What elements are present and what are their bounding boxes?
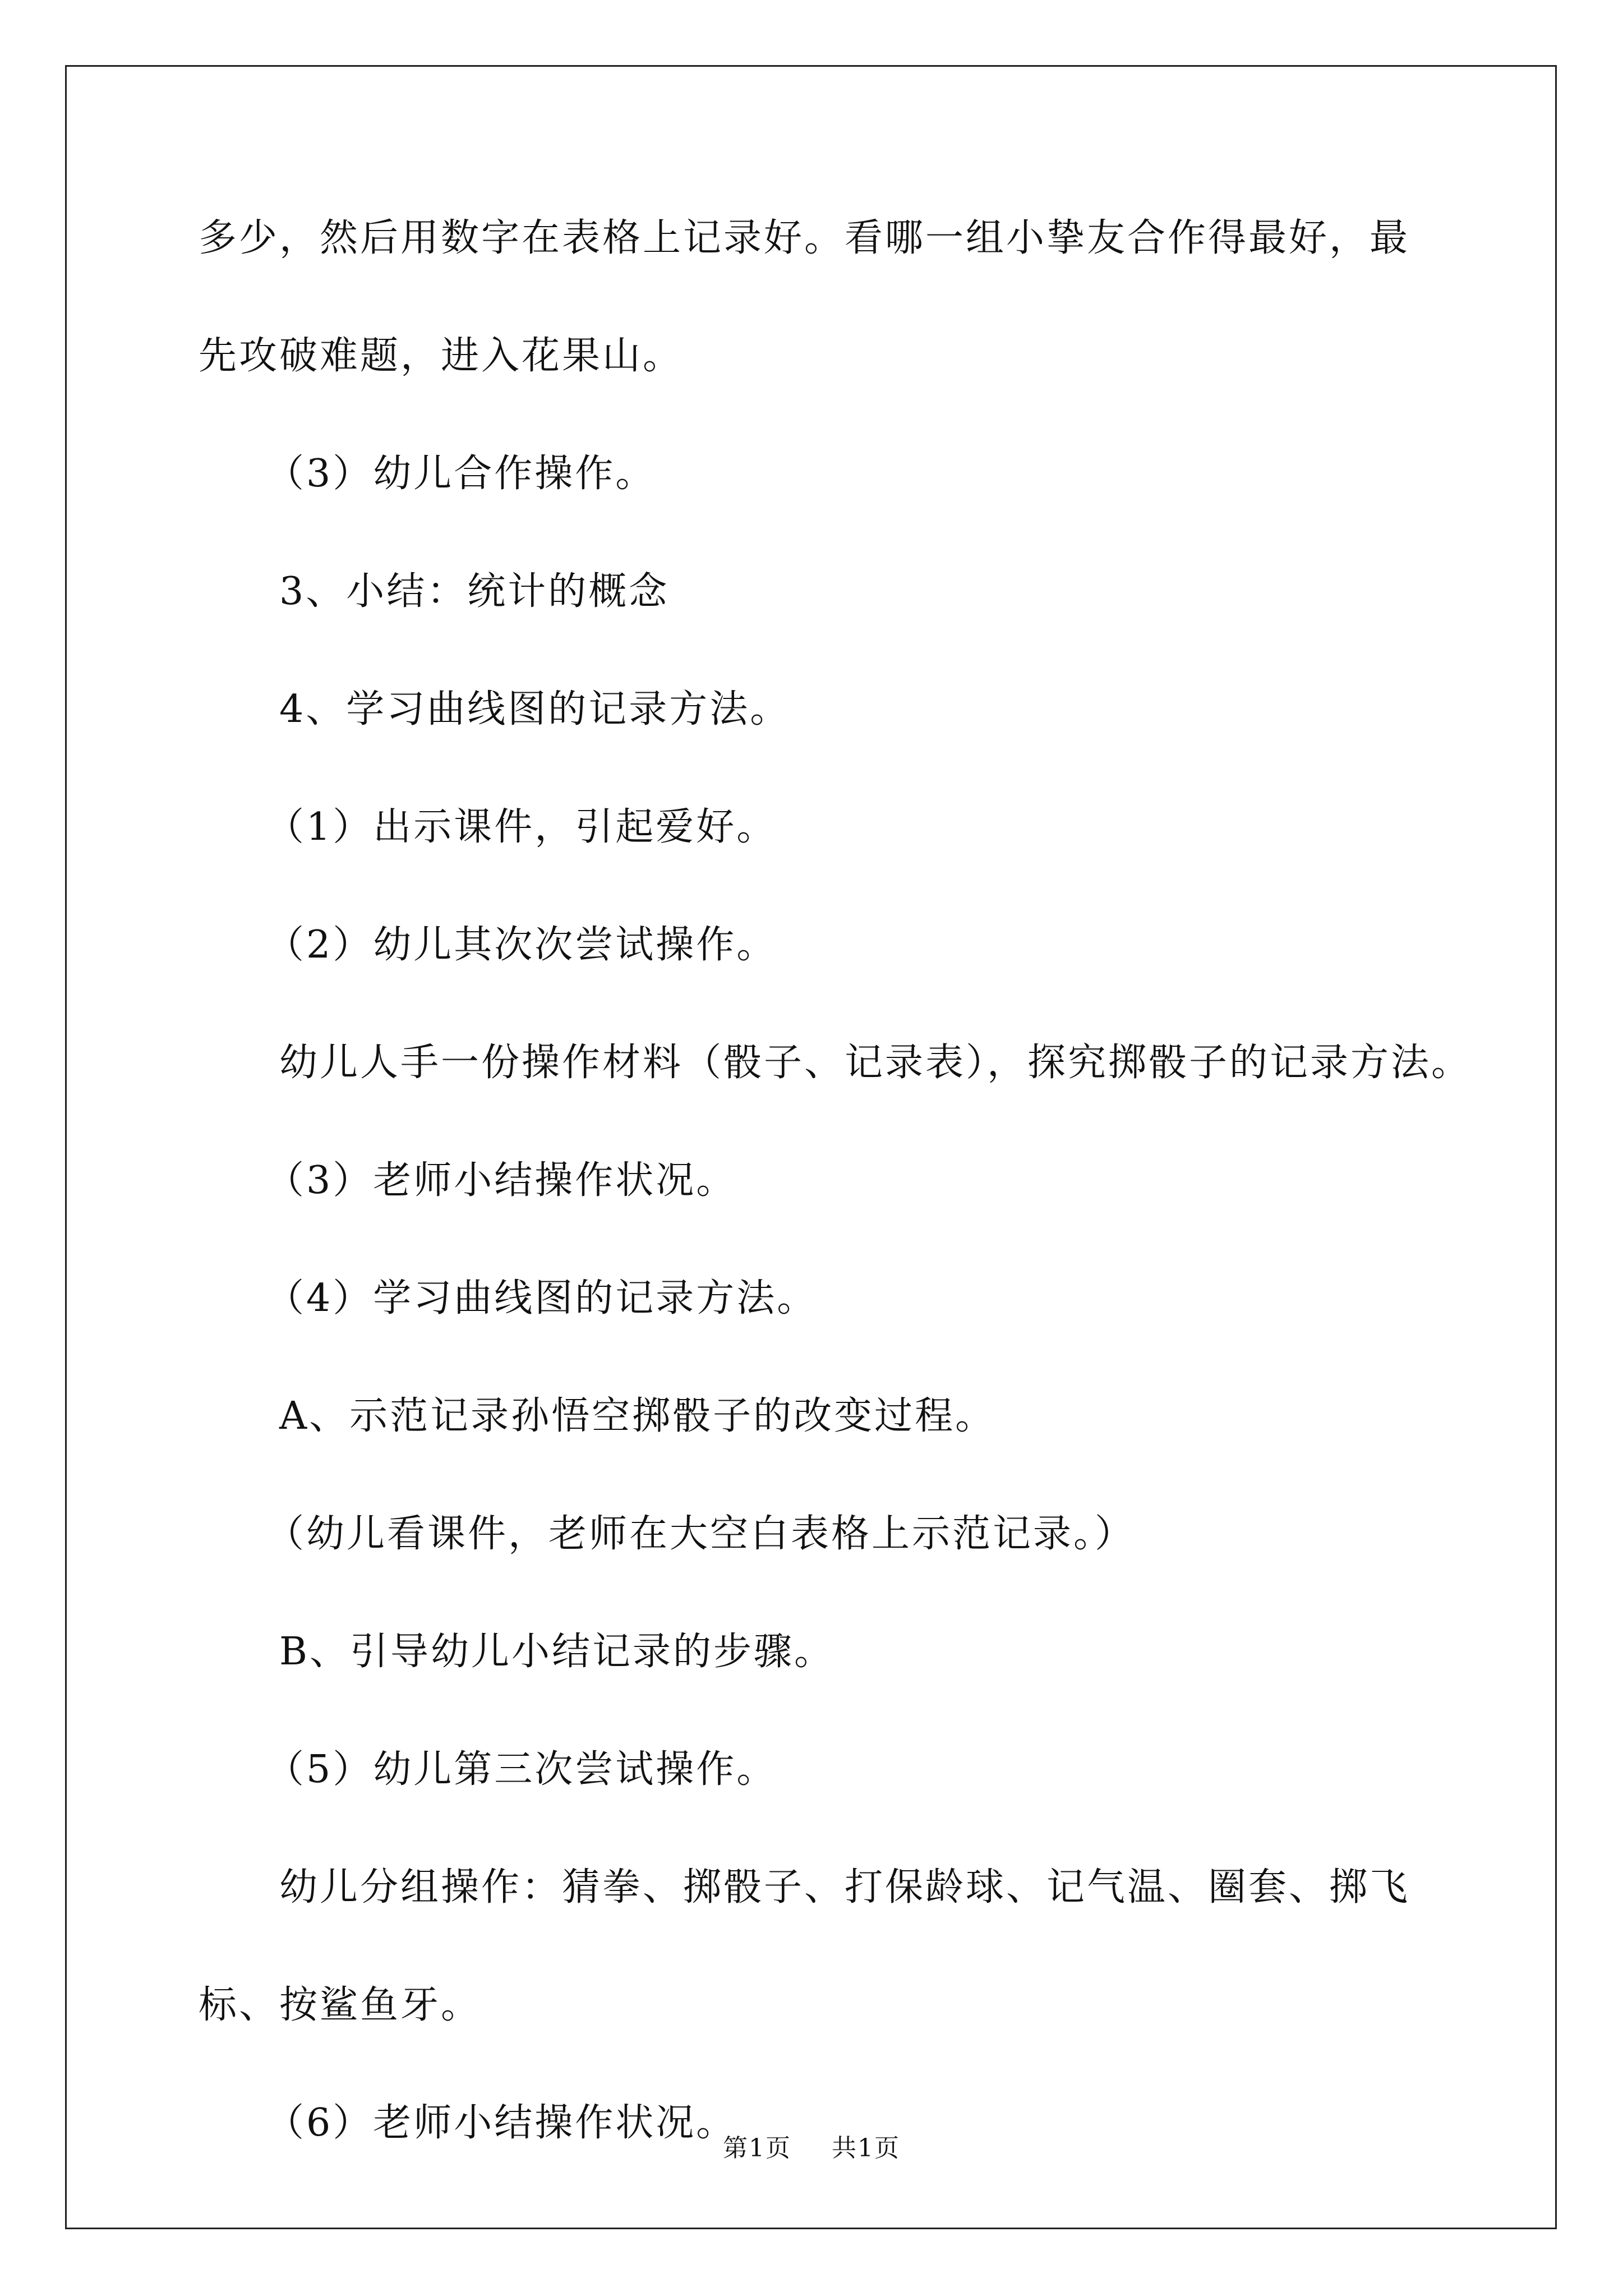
page-total: 共1页: [832, 2134, 900, 2162]
paragraph-line: 先攻破难题，进入花果山。: [199, 334, 684, 378]
paragraph-line: 幼儿分组操作：猜拳、掷骰子、打保龄球、记气温、圈套、掷飞: [279, 1865, 1410, 1910]
paragraph: 幼儿人手一份操作材料（骰子、记录表），探究掷骰子的记录方法。: [279, 1041, 1472, 1085]
paragraph: （5）幼儿第三次尝试操作。: [266, 1747, 777, 1792]
paragraph: A、示范记录孙悟空掷骰子的改变过程。: [279, 1394, 996, 1438]
paragraph: （幼儿看课件，老师在大空白表格上示范记录。）: [266, 1512, 1136, 1556]
paragraph-line: 标、按鲨鱼牙。: [199, 1983, 482, 2027]
paragraph: 4、学习曲线图的记录方法。: [279, 687, 791, 731]
paragraph: （1）出示课件，引起爱好。: [266, 805, 777, 849]
paragraph: （3）幼儿合作操作。: [266, 452, 656, 496]
page-footer: [0, 2132, 1623, 2165]
page-number: 第1页: [723, 2134, 791, 2162]
paragraph: （4）学习曲线图的记录方法。: [266, 1276, 818, 1320]
paragraph: （2）幼儿其次次尝试操作。: [266, 923, 777, 967]
paragraph: （3）老师小结操作状况。: [266, 1158, 737, 1203]
document-body: [199, 213, 1472, 2216]
paragraph: （6）老师小结操作状况。: [266, 2101, 737, 2145]
paragraph: B、引导幼儿小结记录的步骤。: [279, 1630, 834, 1674]
paragraph: [199, 1862, 1444, 2031]
paragraph-continuation: [199, 213, 1444, 381]
paragraph: 3、小结：统计的概念: [279, 569, 670, 614]
paragraph-line: 多少，然后用数字在表格上记录好。看哪一组小挚友合作得最好，最: [199, 216, 1410, 260]
